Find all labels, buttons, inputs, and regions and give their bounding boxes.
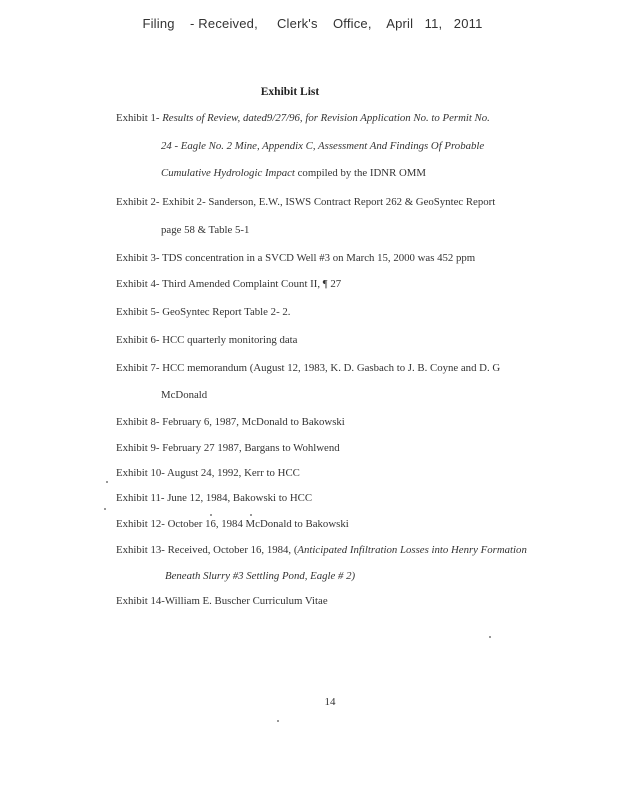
scan-speck [489, 636, 491, 638]
exhibit-description: GeoSyntec Report Table 2- 2. [162, 306, 291, 318]
exhibit-3-line-1 [116, 252, 475, 264]
exhibit-label: Exhibit 12- [116, 518, 168, 530]
exhibit-11-line-1 [116, 492, 312, 504]
exhibit-label: Exhibit 9- [116, 442, 163, 454]
exhibit-description: Anticipated Infiltration Losses into Henry Formation [297, 544, 527, 556]
scan-speck [106, 481, 108, 483]
scan-speck [210, 514, 212, 516]
exhibit-description-rest: compiled by the IDNR OMM [294, 167, 426, 179]
exhibit-13-line-1 [116, 544, 527, 556]
page-number: 14 [324, 696, 336, 708]
exhibit-description: Cumulative Hydrologic Impact [161, 167, 295, 179]
exhibit-14-line-1 [116, 595, 328, 607]
exhibit-label: Exhibit 8- [116, 416, 163, 428]
exhibit-label: Exhibit 5- [116, 306, 163, 318]
exhibit-description: June 12, 1984, Bakowski to HCC [167, 492, 313, 504]
exhibit-6-line-1 [116, 334, 297, 346]
exhibit-label: Exhibit 14- [116, 595, 165, 607]
scan-speck [250, 514, 252, 516]
exhibit-description: TDS concentration in a SVCD Well #3 on March 15, 2000 was 452 ppm [162, 252, 476, 264]
exhibit-description: October 16, 1984 McDonald to Bakowski [167, 518, 349, 530]
exhibit-description: William E. Buscher Curriculum Vitae [164, 595, 328, 607]
exhibit-13-line-2: Beneath Slurry #3 Settling Pond, Eagle # 2) [165, 570, 356, 582]
exhibit-description: Results of Review, dated9/27/96, for Revision Application No. to Permit No. [162, 112, 490, 124]
exhibit-4-line-1 [116, 278, 341, 290]
exhibit-description: Exhibit 2- Sanderson, E.W., ISWS Contract Report 262 & GeoSyntec Report [162, 196, 496, 208]
exhibit-8-line-1 [116, 416, 345, 428]
exhibit-label: Exhibit 6- [116, 334, 163, 346]
exhibit-7-line-2: McDonald [161, 389, 208, 401]
exhibit-description: February 6, 1987, McDonald to Bakowski [162, 416, 345, 428]
exhibit-1-line-2: 24 - Eagle No. 2 Mine, Appendix C, Assessment And Findings Of Probable [161, 140, 485, 152]
exhibit-description: HCC memorandum (August 12, 1983, K. D. Gasbach to J. B. Coyne and D. G [162, 362, 501, 374]
exhibit-description: Third Amended Complaint Count II, ¶ 27 [162, 278, 342, 290]
exhibit-7-line-1 [116, 362, 500, 374]
exhibit-description: February 27 1987, Bargans to Wohlwend [162, 442, 340, 454]
exhibit-label: Exhibit 13- [116, 544, 168, 556]
exhibit-label: Exhibit 7- [116, 362, 163, 374]
exhibit-description-rest: Received, October 16, 1984, ( [167, 544, 298, 556]
exhibit-10-line-1 [116, 467, 300, 479]
scan-speck [277, 720, 279, 722]
exhibit-label: Exhibit 3- [116, 252, 162, 264]
exhibit-label: Exhibit 2- [116, 196, 163, 208]
exhibit-label: Exhibit 4- [116, 278, 162, 290]
exhibit-description: August 24, 1992, Kerr to HCC [167, 467, 300, 479]
exhibit-12-line-1 [116, 518, 349, 530]
exhibit-label: Exhibit 1- [116, 112, 163, 124]
exhibit-2-line-1 [116, 196, 495, 208]
document-title: Exhibit List [260, 86, 320, 98]
exhibit-label: Exhibit 11- [116, 492, 168, 504]
scan-speck [104, 508, 106, 510]
exhibit-label: Exhibit 10- [116, 467, 167, 479]
exhibit-2-line-2: page 58 & Table 5-1 [161, 224, 250, 236]
exhibit-1-line-3 [161, 167, 426, 179]
exhibit-description: HCC quarterly monitoring data [162, 334, 298, 346]
exhibit-9-line-1 [116, 442, 340, 454]
filing-stamp-header: Filing - Received, Clerk's Office, April 11, 2011 [142, 16, 483, 31]
exhibit-1-line-1 [116, 112, 490, 124]
exhibit-5-line-1 [116, 306, 290, 318]
